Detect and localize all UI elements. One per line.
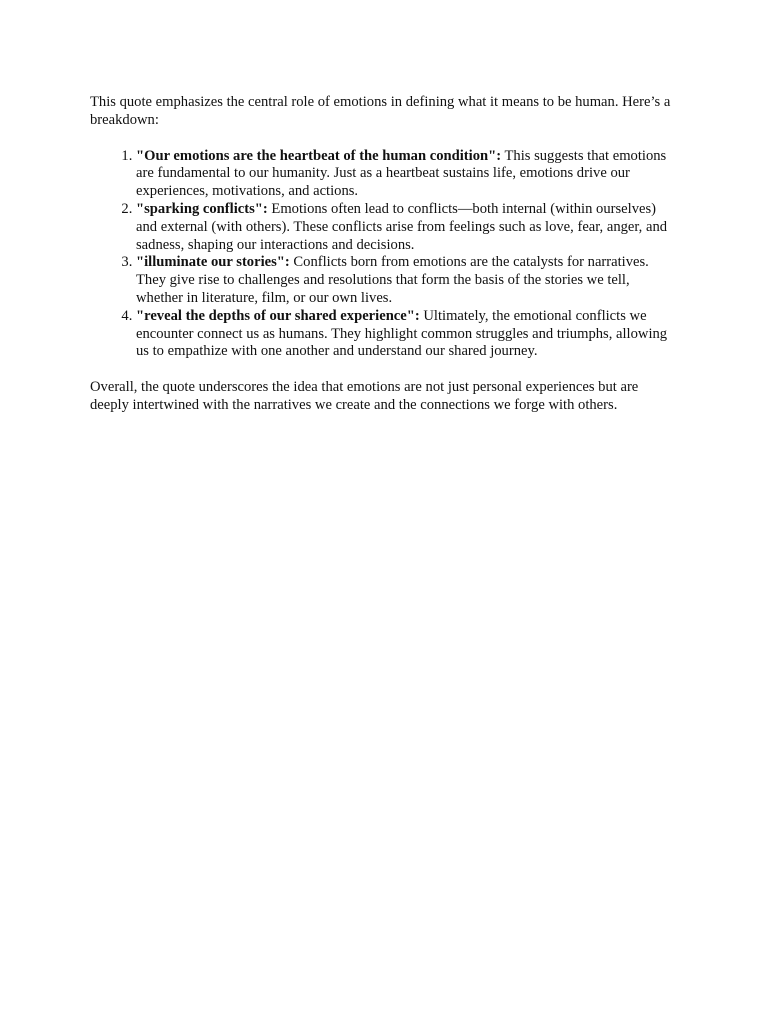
list-item [136,308,680,361]
conclusion-paragraph: Overall, the quote underscores the idea that emotions are not just personal experiences but are deeply intertwined with the narratives we create and the connections we forge with others. [90,379,639,413]
list-item [136,148,680,201]
list-item-text: Ultimately, the emotional conflicts we encounter connect us as humans. They highlight common struggles and triumphs, allowing us to empathize with one another and understand our shared journey. [136,307,668,360]
intro-paragraph: This quote emphasizes the central role of emotions in defining what it means to be human. Here’s a breakdown: [90,94,671,128]
list-item-text: Emotions often lead to conflicts—both internal (within ourselves) and external (with others). These conflicts arise from feelings such as love, fear, anger, and sadness, shaping our interactions and decisions. [136,200,668,253]
list-item-text: Conflicts born from emotions are the catalysts for narratives. They give rise to challenges and resolutions that form the basis of the stories we tell, whether in literature, film, or our own lives. [136,254,649,306]
list-item-term: "sparking conflicts": [136,200,268,217]
list-item [136,254,680,307]
list-item-term: "Our emotions are the heartbeat of the human condition": [136,147,502,164]
list-item [136,201,680,254]
list-item-text: This suggests that emotions are fundamental to our humanity. Just as a heartbeat sustains life, emotions drive our experiences, motivations, and actions. [136,147,667,200]
list-item-term: "illuminate our stories": [136,254,290,271]
list-item-term: "reveal the depths of our shared experience": [136,307,420,324]
document-body [90,94,680,415]
breakdown-list [90,148,680,362]
